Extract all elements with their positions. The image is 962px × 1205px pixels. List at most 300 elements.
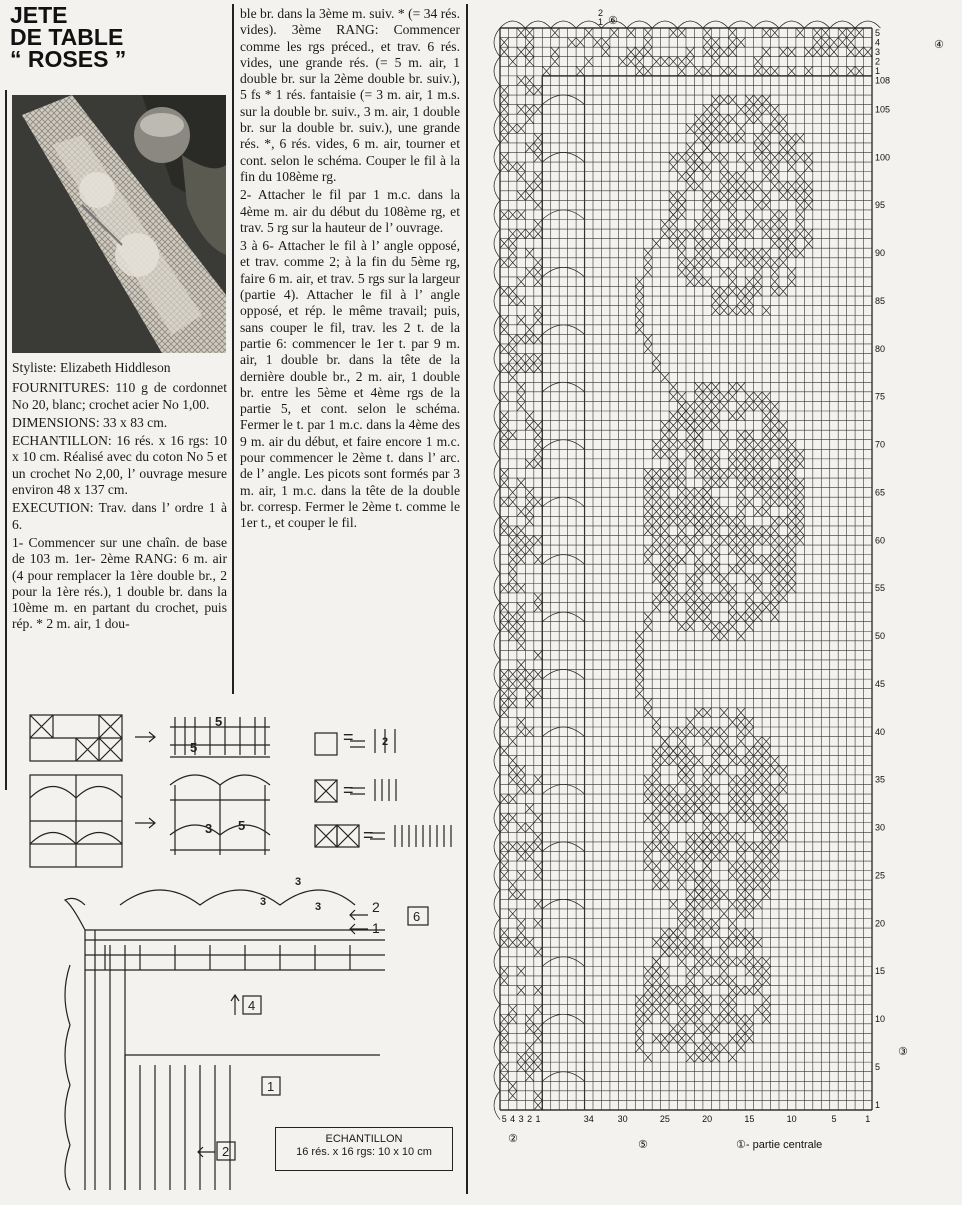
filled-mesh-cell [779, 239, 787, 249]
filled-mesh-cell [754, 756, 762, 766]
filled-mesh-cell [771, 861, 779, 871]
filled-mesh-cell [771, 66, 779, 76]
filled-mesh-cell [644, 28, 652, 38]
filled-mesh-cell [525, 698, 533, 708]
filled-mesh-cell [500, 976, 508, 986]
filled-mesh-cell [686, 603, 694, 613]
filled-mesh-cell [771, 411, 779, 421]
row-label: 5 [875, 1061, 881, 1072]
filled-mesh-cell [762, 535, 770, 545]
filled-mesh-cell [534, 689, 542, 699]
filled-mesh-cell [678, 928, 686, 938]
filled-mesh-cell [720, 851, 728, 861]
filled-mesh-cell [771, 239, 779, 249]
filled-mesh-cell [703, 210, 711, 220]
filled-mesh-cell [661, 440, 669, 450]
picot-arch [494, 28, 500, 57]
filled-mesh-cell [711, 124, 719, 134]
filled-mesh-cell [745, 210, 753, 220]
filled-mesh-cell [720, 229, 728, 239]
filled-mesh-cell [762, 66, 770, 76]
filled-mesh-cell [745, 842, 753, 852]
filled-mesh-cell [720, 392, 728, 402]
filled-mesh-cell [745, 1024, 753, 1034]
filled-mesh-cell [745, 277, 753, 287]
filled-mesh-cell [771, 267, 779, 277]
filled-mesh-cell [728, 468, 736, 478]
filled-mesh-cell [686, 899, 694, 909]
filled-mesh-cell [652, 603, 660, 613]
filled-mesh-cell [694, 986, 702, 996]
filled-mesh-cell [669, 497, 677, 507]
filled-mesh-cell [754, 468, 762, 478]
filled-mesh-cell [711, 1053, 719, 1063]
filled-mesh-cell [703, 995, 711, 1005]
filled-mesh-cell [711, 133, 719, 143]
filled-mesh-cell [635, 670, 643, 680]
filled-mesh-cell [669, 430, 677, 440]
filled-mesh-cell [500, 794, 508, 804]
filled-mesh-cell [652, 564, 660, 574]
filled-mesh-cell [779, 535, 787, 545]
filled-mesh-cell [644, 248, 652, 258]
row-label: 108 [875, 75, 891, 86]
filled-mesh-cell [771, 421, 779, 431]
filled-mesh-cell [728, 938, 736, 948]
filled-mesh-cell [754, 842, 762, 852]
title-line-3: “ ROSES ” [10, 46, 127, 72]
filled-mesh-cell [686, 717, 694, 727]
filled-mesh-cell [635, 315, 643, 325]
filled-mesh-cell [517, 583, 525, 593]
picot-arch [494, 717, 500, 746]
filled-mesh-cell [754, 612, 762, 622]
filled-mesh-cell [644, 813, 652, 823]
filled-mesh-cell [737, 306, 745, 316]
border-column-label: 5 [501, 1114, 507, 1124]
picot-arch [678, 21, 703, 28]
filled-mesh-cell [661, 430, 669, 440]
filled-mesh-cell [534, 334, 542, 344]
filled-mesh-cell [762, 488, 770, 498]
filled-mesh-cell [720, 909, 728, 919]
filled-mesh-cell [711, 593, 719, 603]
filled-mesh-cell [508, 622, 516, 632]
picot-arch [494, 832, 500, 861]
filled-mesh-cell [517, 47, 525, 57]
filled-mesh-cell [669, 545, 677, 555]
picot-arch [494, 344, 500, 373]
filled-mesh-cell [517, 277, 525, 287]
filled-mesh-cell [534, 363, 542, 373]
filled-mesh-cell [627, 47, 635, 57]
filled-mesh-cell [694, 871, 702, 881]
filled-mesh-cell [669, 583, 677, 593]
filled-mesh-cell [737, 899, 745, 909]
step-2-paragraph: 2- Attacher le fil par 1 m.c. dans la 4ème m. air du début du 108ème rg, et trav. 5 rg sur la hauteur de l’ ouvrage. [240, 187, 460, 235]
filled-mesh-cell [711, 1024, 719, 1034]
filled-mesh-cell [771, 823, 779, 833]
filled-mesh-cell [754, 488, 762, 498]
filled-mesh-cell [787, 574, 795, 584]
filled-mesh-cell [762, 603, 770, 613]
filled-mesh-cell [644, 612, 652, 622]
filled-mesh-cell [737, 928, 745, 938]
filled-mesh-cell [678, 200, 686, 210]
filled-mesh-cell [686, 1053, 694, 1063]
filled-mesh-cell [720, 842, 728, 852]
filled-mesh-cell [678, 737, 686, 747]
filled-mesh-cell [754, 583, 762, 593]
filled-mesh-cell [669, 899, 677, 909]
filled-mesh-cell [737, 497, 745, 507]
filled-mesh-cell [821, 28, 829, 38]
filled-mesh-cell [762, 497, 770, 507]
filled-mesh-cell [500, 966, 508, 976]
gauge-paragraph: ECHANTILLON: 16 rés. x 16 rgs: 10 x 10 cm. Réalisé avec du coton No 5 et un crochet No 2,00, l’ ouvrage mesure environ 48 x 137 cm. [12, 433, 227, 498]
filled-mesh-cell [762, 851, 770, 861]
filled-mesh-cell [762, 775, 770, 785]
filled-mesh-cell [694, 535, 702, 545]
filled-mesh-cell [686, 765, 694, 775]
filled-mesh-cell [771, 210, 779, 220]
filled-mesh-cell [669, 200, 677, 210]
filled-mesh-cell [517, 382, 525, 392]
filled-mesh-cell [711, 95, 719, 105]
picot-arch [494, 143, 500, 172]
filled-mesh-cell [796, 152, 804, 162]
filled-mesh-cell [678, 947, 686, 957]
filled-mesh-cell [754, 938, 762, 948]
filled-mesh-cell [644, 526, 652, 536]
filled-mesh-cell [711, 497, 719, 507]
picot-arch [494, 430, 500, 459]
filled-mesh-cell [508, 344, 516, 354]
filled-mesh-cell [694, 727, 702, 737]
filled-mesh-cell [737, 411, 745, 421]
filled-mesh-cell [517, 296, 525, 306]
filled-mesh-cell [762, 449, 770, 459]
filled-mesh-cell [661, 526, 669, 536]
filled-mesh-cell [686, 267, 694, 277]
filled-mesh-cell [703, 928, 711, 938]
filled-mesh-cell [711, 382, 719, 392]
filled-mesh-cell [728, 995, 736, 1005]
filled-mesh-cell [534, 1024, 542, 1034]
filled-mesh-cell [678, 516, 686, 526]
filled-mesh-cell [728, 957, 736, 967]
filled-mesh-cell [517, 535, 525, 545]
filled-mesh-cell [728, 784, 736, 794]
filled-mesh-cell [728, 220, 736, 230]
filled-mesh-cell [711, 928, 719, 938]
filled-mesh-cell [678, 172, 686, 182]
filled-mesh-cell [694, 804, 702, 814]
filled-mesh-cell [525, 670, 533, 680]
filled-mesh-cell [762, 842, 770, 852]
filled-mesh-cell [661, 804, 669, 814]
filled-mesh-cell [754, 737, 762, 747]
filled-mesh-cell [762, 823, 770, 833]
filled-mesh-cell [669, 794, 677, 804]
filled-mesh-cell [762, 784, 770, 794]
filled-mesh-cell [711, 957, 719, 967]
filled-mesh-cell [500, 152, 508, 162]
filled-mesh-cell [678, 995, 686, 1005]
diagram-label-3d: 3 [315, 901, 322, 913]
filled-mesh-cell [745, 526, 753, 536]
filled-mesh-cell [737, 526, 745, 536]
filled-mesh-cell [703, 918, 711, 928]
filled-mesh-cell [754, 95, 762, 105]
row-label: 45 [875, 678, 886, 689]
filled-mesh-cell [796, 172, 804, 182]
filled-mesh-cell [754, 105, 762, 115]
filled-mesh-cell [525, 181, 533, 191]
filled-mesh-cell [720, 152, 728, 162]
filled-mesh-cell [720, 631, 728, 641]
filled-mesh-cell [678, 210, 686, 220]
filled-mesh-cell [669, 746, 677, 756]
filled-mesh-cell [517, 76, 525, 86]
column-label: 15 [744, 1114, 755, 1124]
filled-mesh-cell [787, 555, 795, 565]
filled-mesh-cell [661, 516, 669, 526]
filled-mesh-cell [644, 507, 652, 517]
filled-mesh-cell [644, 1005, 652, 1015]
filled-mesh-cell [711, 152, 719, 162]
filled-mesh-cell [669, 392, 677, 402]
picot-arch [494, 947, 500, 976]
filled-mesh-cell [652, 813, 660, 823]
filled-mesh-cell [754, 899, 762, 909]
filet-chart [478, 0, 962, 1200]
filled-mesh-cell [669, 459, 677, 469]
filled-mesh-cell [652, 861, 660, 871]
filled-mesh-cell [787, 191, 795, 201]
filled-mesh-cell [703, 545, 711, 555]
filled-mesh-cell [796, 28, 804, 38]
filled-mesh-cell [754, 401, 762, 411]
filled-mesh-cell [745, 957, 753, 967]
filled-mesh-cell [796, 229, 804, 239]
filled-mesh-cell [661, 478, 669, 488]
filled-mesh-cell [694, 66, 702, 76]
filled-mesh-cell [694, 899, 702, 909]
filled-mesh-cell [703, 459, 711, 469]
filled-mesh-cell [703, 200, 711, 210]
filled-mesh-cell [754, 66, 762, 76]
filled-mesh-cell [644, 976, 652, 986]
filled-mesh-cell [694, 1014, 702, 1024]
filled-mesh-cell [787, 478, 795, 488]
filled-mesh-cell [652, 995, 660, 1005]
filled-mesh-cell [754, 507, 762, 517]
filled-mesh-cell [762, 28, 770, 38]
filled-mesh-cell [525, 516, 533, 526]
filled-mesh-cell [754, 258, 762, 268]
filled-mesh-cell [652, 488, 660, 498]
filled-mesh-cell [678, 488, 686, 498]
filled-mesh-cell [694, 162, 702, 172]
svg-text:=: = [343, 727, 354, 747]
filled-mesh-cell [678, 478, 686, 488]
picot-arch [494, 1091, 500, 1120]
filled-mesh-cell [508, 1081, 516, 1091]
filled-mesh-cell [635, 296, 643, 306]
border-column-label: 1 [535, 1114, 541, 1124]
diagram-label-5a: 5 [215, 714, 223, 729]
filled-mesh-cell [711, 459, 719, 469]
filled-mesh-cell [703, 124, 711, 134]
filled-mesh-cell [771, 277, 779, 287]
filled-mesh-cell [534, 133, 542, 143]
row-label: 80 [875, 343, 886, 354]
filled-mesh-cell [652, 823, 660, 833]
filled-mesh-cell [635, 1014, 643, 1024]
filled-mesh-cell [534, 229, 542, 239]
filled-mesh-cell [652, 966, 660, 976]
filled-mesh-cell [847, 38, 855, 48]
filled-mesh-cell [686, 430, 694, 440]
filled-mesh-cell [771, 105, 779, 115]
filled-mesh-cell [771, 449, 779, 459]
filled-mesh-cell [686, 804, 694, 814]
filled-mesh-cell [627, 57, 635, 67]
filled-mesh-cell [534, 143, 542, 153]
filled-mesh-cell [703, 191, 711, 201]
filled-mesh-cell [720, 267, 728, 277]
filled-mesh-cell [686, 583, 694, 593]
filled-mesh-cell [500, 670, 508, 680]
filled-mesh-cell [720, 306, 728, 316]
picot-arch [494, 1033, 500, 1062]
filled-mesh-cell [686, 861, 694, 871]
filled-mesh-cell [508, 679, 516, 689]
filled-mesh-cell [754, 861, 762, 871]
filled-mesh-cell [508, 526, 516, 536]
filled-mesh-cell [745, 756, 753, 766]
filled-mesh-cell [500, 871, 508, 881]
filled-mesh-cell [678, 880, 686, 890]
filled-mesh-cell [720, 507, 728, 517]
filled-mesh-cell [762, 976, 770, 986]
filled-mesh-cell [669, 947, 677, 957]
picot-arch [494, 976, 500, 1005]
row-label: 20 [875, 918, 886, 929]
filled-mesh-cell [686, 622, 694, 632]
diagram-arrow-2: 2 [372, 899, 380, 915]
filled-mesh-cell [534, 555, 542, 565]
filled-mesh-cell [754, 765, 762, 775]
filled-mesh-cell [508, 497, 516, 507]
filled-mesh-cell [754, 114, 762, 124]
filled-mesh-cell [762, 468, 770, 478]
filled-mesh-cell [694, 497, 702, 507]
filled-mesh-cell [678, 229, 686, 239]
filled-mesh-cell [517, 823, 525, 833]
filled-mesh-cell [525, 842, 533, 852]
filled-mesh-cell [686, 277, 694, 287]
filled-mesh-cell [728, 239, 736, 249]
filled-mesh-cell [669, 220, 677, 230]
filled-mesh-cell [711, 401, 719, 411]
filled-mesh-cell [754, 57, 762, 67]
filled-mesh-cell [644, 488, 652, 498]
filled-mesh-cell [508, 583, 516, 593]
filled-mesh-cell [737, 737, 745, 747]
filled-mesh-cell [745, 478, 753, 488]
filled-mesh-cell [525, 114, 533, 124]
filled-mesh-cell [694, 411, 702, 421]
filled-mesh-cell [508, 813, 516, 823]
arch-mesh [542, 440, 584, 450]
svg-text:=: = [343, 780, 354, 800]
filled-mesh-cell [762, 200, 770, 210]
filled-mesh-cell [517, 555, 525, 565]
filled-mesh-cell [500, 583, 508, 593]
filled-mesh-cell [694, 239, 702, 249]
filled-mesh-cell [661, 746, 669, 756]
filled-mesh-cell [669, 928, 677, 938]
filled-mesh-cell [771, 756, 779, 766]
filled-mesh-cell [745, 775, 753, 785]
filled-mesh-cell [644, 344, 652, 354]
execution-paragraph: EXECUTION: Trav. dans l’ ordre 1 à 6. [12, 500, 227, 532]
filled-mesh-cell [500, 363, 508, 373]
filled-mesh-cell [694, 229, 702, 239]
arch-mesh [542, 555, 584, 565]
svg-text:=: = [363, 825, 374, 845]
filled-mesh-cell [737, 775, 745, 785]
filled-mesh-cell [728, 986, 736, 996]
filled-mesh-cell [771, 842, 779, 852]
filled-mesh-cell [678, 1043, 686, 1053]
filled-mesh-cell [703, 1005, 711, 1015]
filled-mesh-cell [635, 325, 643, 335]
filled-mesh-cell [711, 287, 719, 297]
filled-mesh-cell [720, 938, 728, 948]
filled-mesh-cell [686, 574, 694, 584]
filled-mesh-cell [745, 890, 753, 900]
filled-mesh-cell [787, 248, 795, 258]
filled-mesh-cell [644, 66, 652, 76]
filled-mesh-cell [678, 938, 686, 948]
filled-mesh-cell [694, 1005, 702, 1015]
filled-mesh-cell [711, 392, 719, 402]
filled-mesh-cell [644, 775, 652, 785]
filled-mesh-cell [779, 574, 787, 584]
filled-mesh-cell [601, 38, 609, 48]
filled-mesh-cell [745, 392, 753, 402]
column-rule-middle [232, 4, 234, 694]
filled-mesh-cell [762, 162, 770, 172]
filled-mesh-cell [669, 851, 677, 861]
filled-mesh-cell [703, 468, 711, 478]
filled-mesh-cell [669, 612, 677, 622]
filled-mesh-cell [500, 612, 508, 622]
filled-mesh-cell [771, 612, 779, 622]
filled-mesh-cell [771, 229, 779, 239]
filled-mesh-cell [635, 1005, 643, 1015]
filled-mesh-cell [635, 287, 643, 297]
picot-arch [494, 804, 500, 833]
filled-mesh-cell [534, 105, 542, 115]
filled-mesh-cell [669, 813, 677, 823]
arch-mesh [542, 784, 584, 794]
filled-mesh-cell [669, 421, 677, 431]
filled-mesh-cell [711, 880, 719, 890]
